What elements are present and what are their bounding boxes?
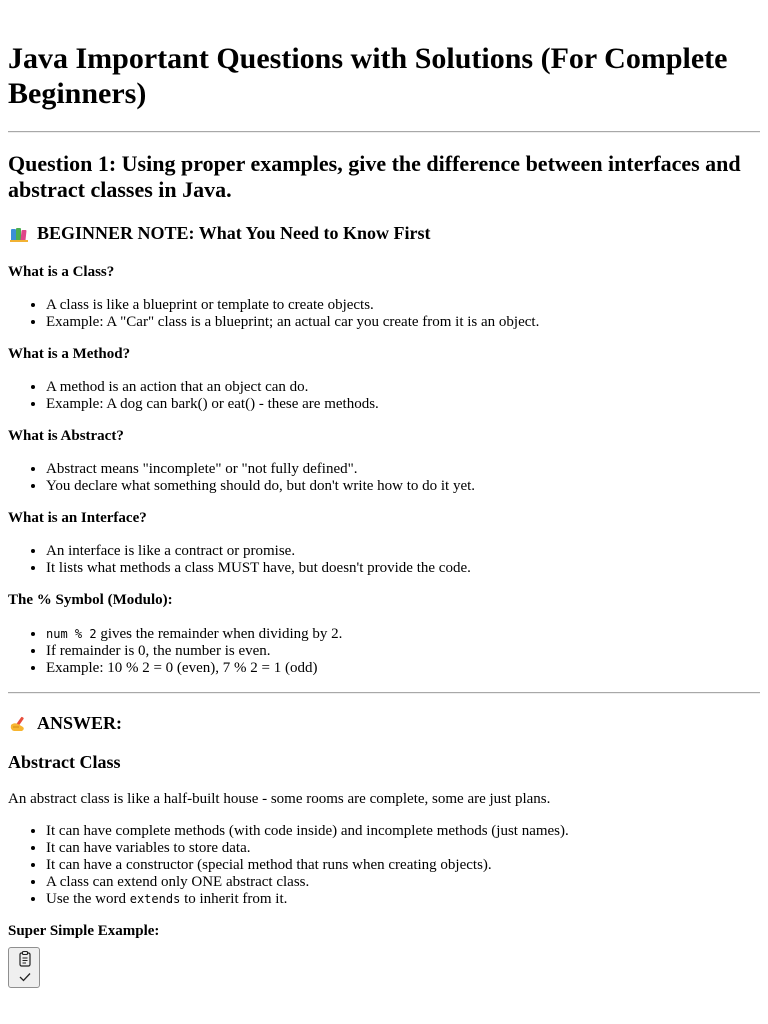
list-item: • A class is like a blueprint or template to create objects. [46,297,760,314]
abstract-class-intro: An abstract class is like a half-built house - some rooms are complete, some are just plans. [8,791,551,807]
list-item: • Example: A "Car" class is a blueprint; an actual car you create from it is an object. [46,314,760,331]
list-item: • It can have a constructor (special method that runs when creating objects). [46,857,760,874]
beginner-note-heading [8,223,760,244]
abstract-heading: What is Abstract? [8,428,124,444]
copy-code-button[interactable] [8,947,40,988]
clipboard-check-icon [9,948,41,989]
list-item [46,626,760,643]
method-heading: What is a Method? [8,346,131,362]
class-list [8,297,760,331]
modulo-heading: The % Symbol (Modulo): [8,592,173,608]
beginner-note-title: BEGINNER NOTE: What You Need to Know First [37,223,431,243]
inline-code: extends [129,892,181,906]
list-item: • It can have complete methods (with code inside) and incomplete methods (just names). [46,823,760,840]
list-item-text: to inherit from it. [180,891,288,907]
method-list [8,379,760,413]
list-item [46,891,760,908]
modulo-list [8,626,760,677]
list-item: • A method is an action that an object can do. [46,379,760,396]
divider [8,692,760,694]
list-item: • Abstract means "incomplete" or "not fully defined". [46,461,760,478]
list-item: • Example: 10 % 2 = 0 (even), 7 % 2 = 1 (odd) [46,660,760,677]
list-item-text: Use the word [46,891,130,907]
interface-list [8,543,760,577]
answer-heading [8,713,760,734]
abstract-class-list [8,823,760,908]
divider [8,131,760,133]
interface-heading: What is an Interface? [8,510,147,526]
writing-hand-icon [8,715,30,733]
books-icon [8,225,30,243]
list-item: • It can have variables to store data. [46,840,760,857]
abstract-list [8,461,760,495]
page-title: Java Important Questions with Solutions (For Complete Beginners) [8,42,728,110]
class-heading: What is a Class? [8,264,115,280]
list-item: • If remainder is 0, the number is even. [46,643,760,660]
list-item: • An interface is like a contract or promise. [46,543,760,560]
inline-code: num % 2 [46,627,97,641]
answer-title: ANSWER: [37,713,123,733]
example-heading: Super Simple Example: [8,923,160,939]
list-item-text: gives the remainder when dividing by 2. [96,626,343,642]
question-1-heading: Question 1: Using proper examples, give the difference between interfaces and abstract classes in Java. [8,151,741,202]
list-item: • You declare what something should do, but don't write how to do it yet. [46,478,760,495]
list-item: • A class can extend only ONE abstract class. [46,874,760,891]
abstract-class-heading: Abstract Class [8,752,121,772]
list-item: • It lists what methods a class MUST have, but doesn't provide the code. [46,560,760,577]
list-item: • Example: A dog can bark() or eat() - these are methods. [46,396,760,413]
